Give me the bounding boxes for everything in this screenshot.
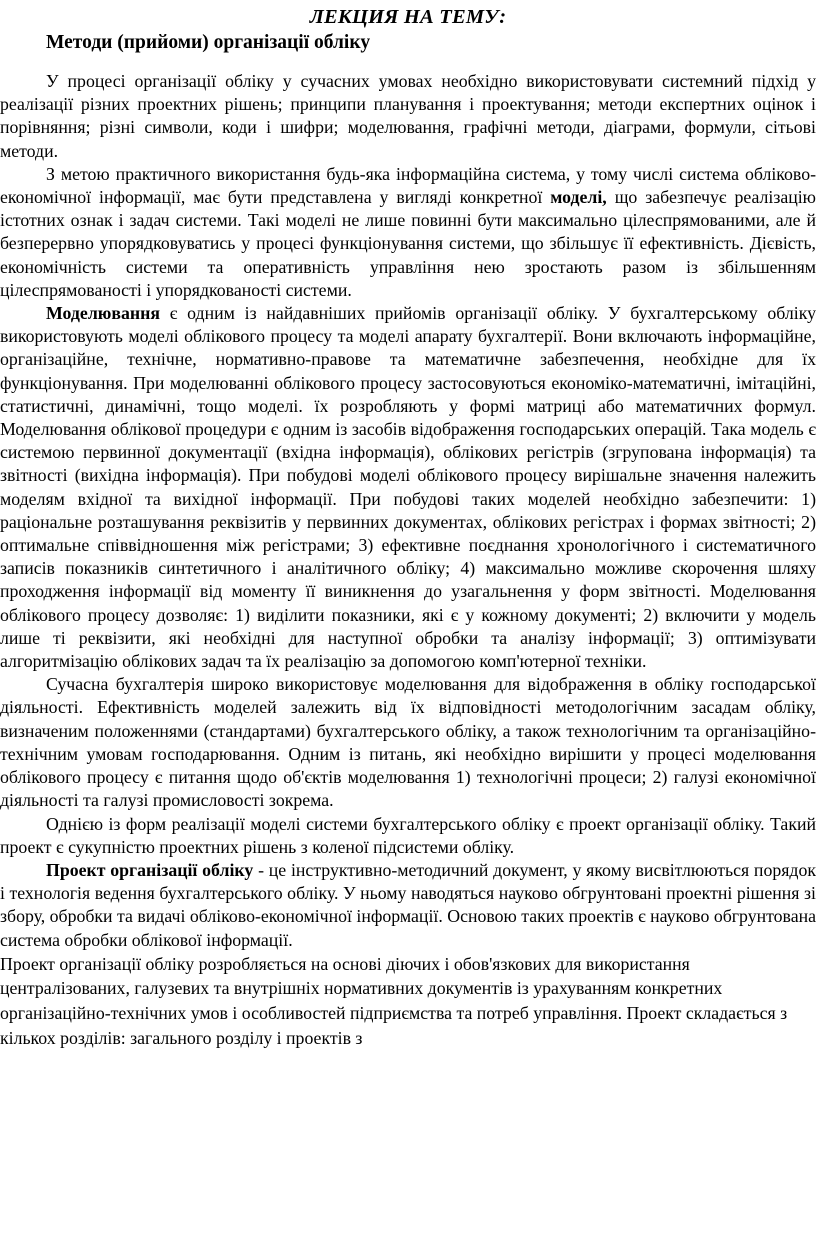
paragraph-4: Сучасна бухгалтерія широко використовує моделювання для відображення в обліку господарської діяльності. Ефективність моделей залежить від їх відповідності методологічним засадам обліку, визначеним положеннями (стандартами) бухгалтерського обліку, а також технологічним та організаційно-технічним умовам господарювання. Одним із питань, які необхідно вирішити у процесі моделювання облікового процесу є питання щодо об'єктів моделювання 1) технологічні процеси; 2) галузі економічної діяльності та галузі промисловості зокрема. <box>0 674 816 811</box>
topic-subtitle: Методи (прийоми) організації обліку <box>46 32 371 53</box>
paragraph-7: Проект організації обліку розробляється на основі діючих і обов'язкових для використання централізованих, галузевих та внутрішніх нормативних документів із урахуванням конкретних організаційно-технічних умов і особливостей підприємства та потреб управління. Проект складається з кількох розділів: загального розділу і проектів з <box>0 953 788 1048</box>
paragraph-6 <box>0 859 816 952</box>
paragraph-2-start: З метою практичного використання будь-яка інформаційна система, у тому числі система обліково-економічної інформації, має бути представлена у вигляді конкретної <box>0 163 816 208</box>
paragraph-2-end: що забезпечує реалізацію істотних ознак і задач системи. Такі моделі не лише повинні бути максимально цілеспрямованими, але й безперервно упорядковуватись у процесі функціонування системи, що збільшує її ефективність. Дієвість, економічність системи та оперативність управління нею зростають разом із збільшенням цілеспрямованості і упорядкованості системи. <box>0 187 816 300</box>
paragraph-3 <box>0 302 816 673</box>
term-modelling: Моделювання <box>46 303 160 324</box>
paragraph-2 <box>0 163 816 302</box>
paragraph-6-text: - це інструктивно-методичний документ, у якому висвітлюються порядок і технологія ведення бухгалтерського обліку. У ньому наводяться науково обгрунтовані проектні рішення зі збору, обробки та видачі обліково-економічної інформації. Основою таких проектів є науково обгрунтована система обробки облікової інформації. <box>0 859 816 950</box>
term-models: моделі, <box>550 187 607 208</box>
term-accounting-project: Проект організації обліку <box>46 859 254 880</box>
paragraph-1: У процесі організації обліку у сучасних умовах необхідно використовувати системний підхід у реалізації різних проектних рішень; принципи планування і проектування; методи експертних оцінок і порівняння; різні символи, коди і шифри; моделювання, графічні методи, діаграми, формули, сітьові методи. <box>0 71 816 161</box>
document-body <box>0 70 816 1050</box>
lecture-heading: ЛЕКЦИЯ НА ТЕМУ: <box>309 6 507 28</box>
paragraph-5: Однією із форм реалізації моделі системи бухгалтерського обліку є проект організації обліку. Такий проект є сукупністю проектних рішень з коленої підсистеми обліку. <box>0 813 816 857</box>
paragraph-3-text: є одним із найдавніших прийомів організації обліку. У бухгалтерському обліку використовують моделі облікового процесу та моделі апарату бухгалтерії. Вони включають інформаційне, організаційне, технічне, нормативно-правове та математичне забезпечення, необхідне для їх функціонування. При моделюванні облікового процесу застосовуються економіко-математичні, імітаційні, статистичні, динамічні, тощо моделі. їх розробляють у формі матриці або математичних формул. Моделювання облікової процедури є одним із засобів відображення господарських операцій. Така модель є системою первинної документації (вхідна інформація), облікових регістрів (згрупована інформація) та звітності (вихідна інформація). При побудові моделі облікового процесу вирішальне значення належить моделям вхідної та вихідної інформації. При побудові таких моделей необхідно забезпечити: 1) раціональне розташування реквізитів у первинних документах, облікових регістрах і формах звітності; 2) оптимальне співвідношення між регістрами; 3) ефективне поєднання хронологічного і систематичного записів показників синтетичного і аналітичного обліку; 4) максимально можливе скорочення шляху проходження інформації від моменту її виникнення до узагальнення у форм звітності. Моделювання облікового процесу дозволяє: 1) виділити показники, які є у кожному документі; 2) включити у модель лише ті реквізити, які необхідні для наступної обробки та аналізу інформації; 3) оптимізувати алгоритмізацію облікових задач та їх реалізацію за допомогою комп'ютерної техніки. <box>0 303 816 672</box>
